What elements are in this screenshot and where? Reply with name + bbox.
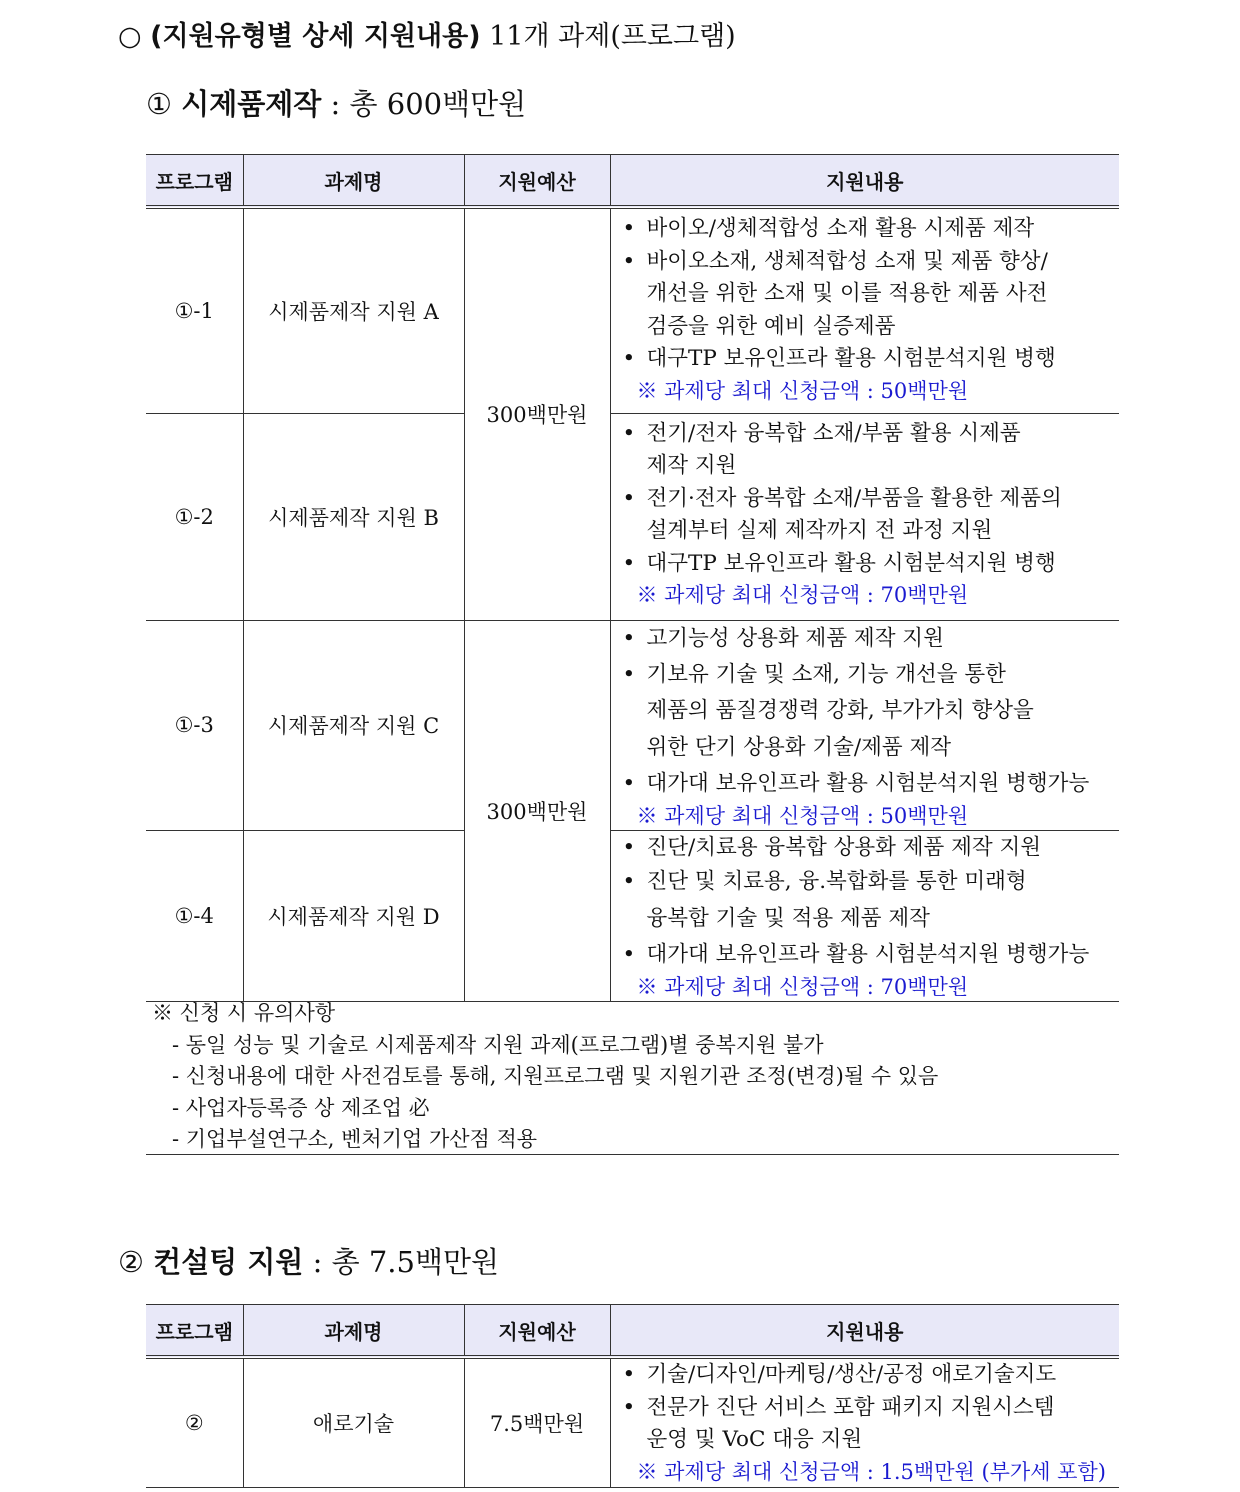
caution-item: - 동일 성능 및 기술로 시제품제작 지원 과제(프로그램)별 중복지원 불가 bbox=[172, 1032, 824, 1057]
max-amount-note: ※ 과제당 최대 신청금액 : 70백만원 bbox=[636, 975, 969, 999]
budget-cell: 7.5백만원 bbox=[464, 1357, 610, 1487]
content-cell bbox=[610, 1357, 1119, 1487]
table-row bbox=[146, 1357, 1119, 1487]
content-cell bbox=[610, 620, 1119, 831]
section1-separator: : bbox=[321, 87, 350, 121]
cautions-title: ※ 신청 시 유의사항 bbox=[152, 1001, 336, 1025]
col-header-budget: 지원예산 bbox=[464, 1305, 610, 1358]
content-cell bbox=[610, 831, 1119, 1002]
heading-bold-text: (지원유형별 상세 지원내용) bbox=[150, 21, 481, 52]
task-name: 애로기술 bbox=[243, 1357, 464, 1487]
caution-item: - 기업부설연구소, 벤처기업 가산점 적용 bbox=[172, 1127, 538, 1151]
bullet-item: • 진단 및 치료용, 융.복합화를 통한 미래형 융복합 기술 및 적용 제품 제작 bbox=[622, 869, 1027, 931]
caution-item: - 사업자등록증 상 제조업 必 bbox=[172, 1095, 430, 1120]
task-name: 시제품제작 지원 B bbox=[243, 413, 464, 620]
task-name: 시제품제작 지원 A bbox=[243, 207, 464, 413]
section2-separator: : bbox=[303, 1245, 332, 1279]
heading-rest-text: 11개 과제(프로그램) bbox=[480, 21, 736, 52]
program-id: ①-4 bbox=[146, 831, 243, 1002]
bullet-item: • 대가대 보유인프라 활용 시험분석지원 병행가능 bbox=[622, 771, 1090, 796]
section2-name: 컨설팅 지원 bbox=[153, 1245, 304, 1279]
program-id: ①-2 bbox=[146, 413, 243, 620]
content-cell bbox=[610, 413, 1119, 620]
max-amount-note: ※ 과제당 최대 신청금액 : 70백만원 bbox=[636, 583, 969, 607]
bullet-item: • 기술/디자인/마케팅/생산/공정 애로기술지도 bbox=[622, 1362, 1057, 1387]
bullet-item: • 고기능성 상용화 제품 제작 지원 bbox=[622, 625, 944, 651]
table-header-row bbox=[146, 1305, 1119, 1358]
section2-table bbox=[146, 1304, 1119, 1488]
table-row bbox=[146, 413, 1119, 620]
col-header-content: 지원내용 bbox=[610, 1305, 1119, 1358]
task-name: 시제품제작 지원 C bbox=[243, 620, 464, 831]
col-header-program: 프로그램 bbox=[146, 1305, 243, 1358]
table-row bbox=[146, 620, 1119, 831]
program-id: ①-1 bbox=[146, 207, 243, 413]
bullet-item: • 대가대 보유인프라 활용 시험분석지원 병행가능 bbox=[622, 942, 1090, 967]
bullet-item: • 대구TP 보유인프라 활용 시험분석지원 병행 bbox=[622, 346, 1056, 371]
section2-title bbox=[118, 1240, 499, 1281]
circle-marker: ○ bbox=[118, 21, 142, 52]
col-header-task-name: 과제명 bbox=[243, 155, 464, 208]
col-header-program: 프로그램 bbox=[146, 155, 243, 208]
bullet-item: • 전기·전자 융복합 소재/부품을 활용한 제품의 설계부터 실제 제작까지 전 과정 지원 bbox=[622, 485, 1062, 543]
section-heading bbox=[118, 14, 736, 53]
col-header-content: 지원내용 bbox=[610, 155, 1119, 208]
budget-cell: 300백만원 bbox=[464, 620, 610, 1002]
bullet-item: • 기보유 기술 및 소재, 기능 개선을 통한 제품의 품질경쟁력 강화, 부가가치 향상을 위한 단기 상용화 기술/제품 제작 bbox=[622, 661, 1034, 760]
bullet-item: • 전기/전자 융복합 소재/부품 활용 시제품 제작 지원 bbox=[622, 420, 1021, 478]
table-header-row bbox=[146, 155, 1119, 208]
section1-name: 시제품제작 bbox=[181, 87, 322, 121]
col-header-budget: 지원예산 bbox=[464, 155, 610, 208]
program-id: ② bbox=[146, 1357, 243, 1487]
max-amount-note: ※ 과제당 최대 신청금액 : 1.5백만원 (부가세 포함) bbox=[636, 1459, 1106, 1484]
task-name: 시제품제작 지원 D bbox=[243, 831, 464, 1002]
section2-total: 총 7.5백만원 bbox=[331, 1245, 500, 1279]
budget-cell: 300백만원 bbox=[464, 207, 610, 620]
bullet-item: • 대구TP 보유인프라 활용 시험분석지원 병행 bbox=[622, 550, 1056, 576]
table-row bbox=[146, 207, 1119, 413]
table-row bbox=[146, 831, 1119, 1002]
section1-number: ① bbox=[146, 87, 172, 121]
program-id: ①-3 bbox=[146, 620, 243, 831]
bullet-item: • 진단/치료용 융복합 상용화 제품 제작 지원 bbox=[622, 835, 1041, 860]
cautions-box bbox=[146, 998, 1119, 1155]
bullet-item: • 바이오소재, 생체적합성 소재 및 제품 향상/ 개선을 위한 소재 및 이를 적용한 제품 사전 검증을 위한 예비 실증제품 bbox=[622, 248, 1048, 339]
section2-number: ② bbox=[118, 1245, 144, 1279]
col-header-task-name: 과제명 bbox=[243, 1305, 464, 1358]
content-cell bbox=[610, 207, 1119, 413]
bullet-item: • 전문가 진단 서비스 포함 패키지 지원시스템 운영 및 VoC 대응 지원 bbox=[622, 1394, 1055, 1452]
max-amount-note: ※ 과제당 최대 신청금액 : 50백만원 bbox=[636, 804, 969, 828]
section1-table bbox=[146, 154, 1119, 1002]
section1-title bbox=[146, 82, 526, 123]
section1-total: 총 600백만원 bbox=[349, 87, 527, 121]
bullet-item: • 바이오/생체적합성 소재 활용 시제품 제작 bbox=[622, 216, 1035, 241]
max-amount-note: ※ 과제당 최대 신청금액 : 50백만원 bbox=[636, 378, 969, 403]
caution-item: - 신청내용에 대한 사전검토를 통해, 지원프로그램 및 지원기관 조정(변경)될 수 있음 bbox=[172, 1064, 939, 1088]
